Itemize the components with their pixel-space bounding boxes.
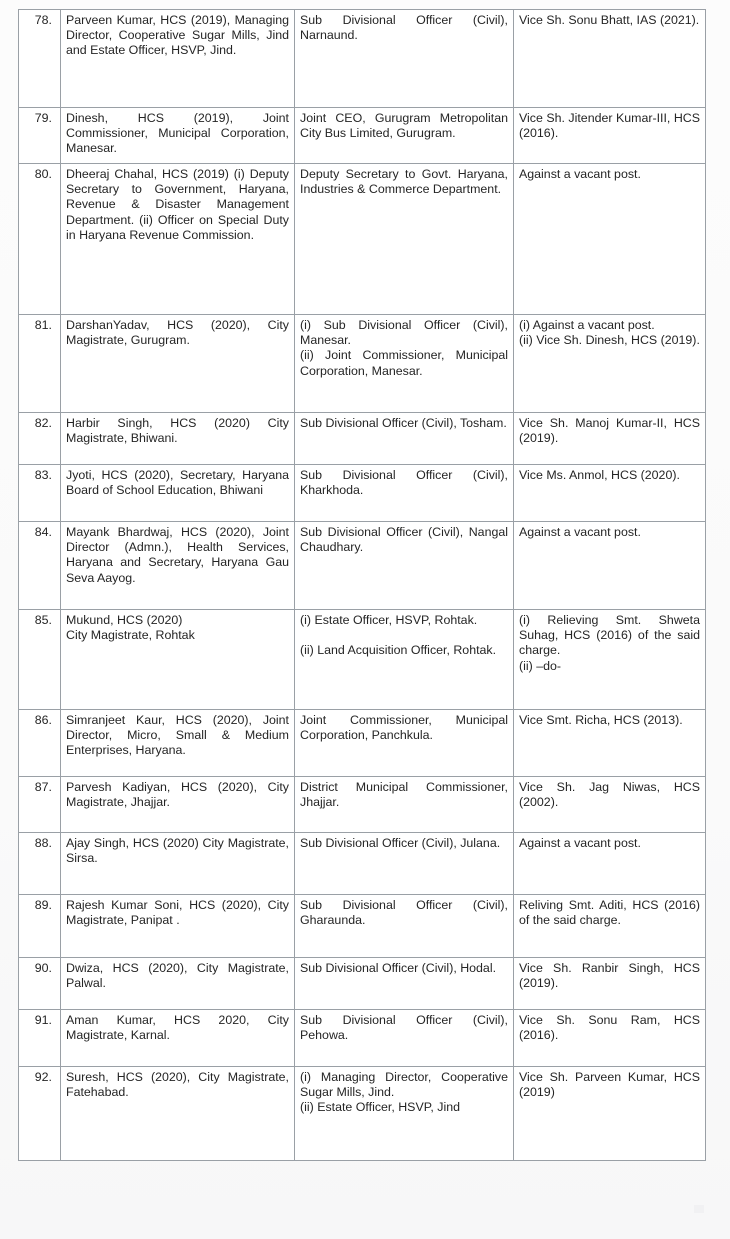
cell-posted-as-line: (i) Managing Director, Cooperative Sugar Mills, Jind. <box>300 1070 508 1100</box>
cell-posted-as-line: (ii) Estate Officer, HSVP, Jind <box>300 1100 460 1115</box>
cell-officer-name-line: Dinesh, HCS (2019), Joint Commissioner, Municipal Corporation, Manesar. <box>66 111 289 156</box>
cell-officer-name-line: Mayank Bhardwaj, HCS (2020), Joint Director (Admn.), Health Services, Haryana and Secretary, Haryana Gau Seva Aayog. <box>66 525 289 585</box>
cell-officer-name-line: Rajesh Kumar Soni, HCS (2020), City Magistrate, Panipat . <box>66 898 289 928</box>
cell-remarks-line: Vice Sh. Jitender Kumar-III, HCS (2016). <box>519 111 700 141</box>
table-row <box>19 833 706 895</box>
cell-posted-as <box>295 833 514 895</box>
table-row <box>19 164 706 315</box>
cell-remarks <box>514 315 706 413</box>
cell-officer-name-line: Jyoti, HCS (2020), Secretary, Haryana Board of School Education, Bhiwani <box>66 468 289 498</box>
cell-serial-number: 92. <box>19 1067 61 1161</box>
cell-remarks <box>514 465 706 522</box>
cell-posted-as <box>295 164 514 315</box>
cell-remarks-line: Vice Sh. Sonu Bhatt, IAS (2021). <box>519 13 700 27</box>
scan-artifact <box>694 1205 704 1213</box>
cell-posted-as-line: Deputy Secretary to Govt. Haryana, Industries & Commerce Department. <box>300 167 508 197</box>
cell-remarks-line: Vice Sh. Sonu Ram, HCS (2016). <box>519 1013 700 1043</box>
cell-serial-number: 82. <box>19 413 61 465</box>
cell-posted-as <box>295 777 514 833</box>
cell-posted-as <box>295 895 514 958</box>
cell-officer-name <box>61 833 295 895</box>
cell-posted-as-line: Sub Divisional Officer (Civil), Nangal Chaudhary. <box>300 525 508 555</box>
cell-remarks-line: (i) Relieving Smt. Shweta Suhag, HCS (2016) of the said charge. <box>519 613 700 658</box>
cell-remarks <box>514 10 706 108</box>
cell-posted-as-line: Joint Commissioner, Municipal Corporation, Panchkula. <box>300 713 508 743</box>
cell-posted-as <box>295 10 514 108</box>
cell-officer-name-line: Mukund, HCS (2020) <box>66 613 183 627</box>
cell-remarks <box>514 413 706 465</box>
cell-officer-name <box>61 610 295 710</box>
cell-officer-name <box>61 1010 295 1067</box>
table-row <box>19 1010 706 1067</box>
table-row <box>19 895 706 958</box>
cell-officer-name <box>61 958 295 1010</box>
cell-officer-name <box>61 465 295 522</box>
cell-posted-as-line: Sub Divisional Officer (Civil), Narnaund. <box>300 13 508 43</box>
cell-remarks-line: Vice Sh. Jag Niwas, HCS (2002). <box>519 780 700 810</box>
table-row <box>19 958 706 1010</box>
cell-officer-name-line: City Magistrate, Rohtak <box>66 628 195 643</box>
cell-officer-name-line: Suresh, HCS (2020), City Magistrate, Fatehabad. <box>66 1070 289 1100</box>
cell-posted-as <box>295 710 514 777</box>
cell-remarks-line: (ii) –do- <box>519 658 561 673</box>
cell-posted-as-line: (i) Estate Officer, HSVP, Rohtak. <box>300 613 478 627</box>
cell-officer-name-line: DarshanYadav, HCS (2020), City Magistrate, Gurugram. <box>66 318 289 348</box>
cell-posted-as-line: (ii) Land Acquisition Officer, Rohtak. <box>300 643 497 658</box>
cell-officer-name-line: Ajay Singh, HCS (2020) City Magistrate, Sirsa. <box>66 836 289 866</box>
cell-officer-name <box>61 108 295 164</box>
cell-remarks-line: Vice Sh. Parveen Kumar, HCS (2019) <box>519 1070 700 1100</box>
cell-remarks <box>514 1067 706 1161</box>
cell-remarks <box>514 777 706 833</box>
cell-posted-as-line: Sub Divisional Officer (Civil), Tosham. <box>300 416 507 430</box>
cell-officer-name <box>61 315 295 413</box>
cell-officer-name-line: Simranjeet Kaur, HCS (2020), Joint Director, Micro, Small & Medium Enterprises, Haryana. <box>66 713 289 758</box>
cell-serial-number: 90. <box>19 958 61 1010</box>
cell-posted-as <box>295 958 514 1010</box>
transfer-posting-table <box>18 9 706 1161</box>
cell-serial-number: 89. <box>19 895 61 958</box>
cell-posted-as <box>295 413 514 465</box>
cell-serial-number: 86. <box>19 710 61 777</box>
table-row <box>19 465 706 522</box>
cell-remarks <box>514 522 706 610</box>
cell-officer-name-line: Dwiza, HCS (2020), City Magistrate, Palwal. <box>66 961 289 991</box>
cell-remarks <box>514 958 706 1010</box>
cell-remarks-line: Against a vacant post. <box>519 525 641 539</box>
cell-officer-name <box>61 164 295 315</box>
cell-serial-number: 88. <box>19 833 61 895</box>
cell-posted-as-line: Sub Divisional Officer (Civil), Hodal. <box>300 961 497 975</box>
cell-officer-name-line: Parveen Kumar, HCS (2019), Managing Director, Cooperative Sugar Mills, Jind and Estate Officer, HSVP, Jind. <box>66 13 289 58</box>
table-row <box>19 413 706 465</box>
cell-remarks <box>514 108 706 164</box>
cell-posted-as-line: Sub Divisional Officer (Civil), Kharkhoda. <box>300 468 508 498</box>
cell-posted-as-line: Joint CEO, Gurugram Metropolitan City Bus Limited, Gurugram. <box>300 111 508 141</box>
cell-remarks <box>514 710 706 777</box>
cell-remarks-line: Against a vacant post. <box>519 167 641 181</box>
table-row <box>19 315 706 413</box>
cell-serial-number: 91. <box>19 1010 61 1067</box>
cell-officer-name <box>61 895 295 958</box>
cell-remarks-line: Vice Sh. Ranbir Singh, HCS (2019). <box>519 961 700 991</box>
cell-officer-name <box>61 413 295 465</box>
table-row <box>19 777 706 833</box>
cell-serial-number: 87. <box>19 777 61 833</box>
table-row <box>19 610 706 710</box>
cell-officer-name-line: Dheeraj Chahal, HCS (2019) (i) Deputy Secretary to Government, Haryana, Revenue & Disaster Management Department. (ii) Officer on Special Duty in Haryana Revenue Commission. <box>66 167 289 242</box>
cell-posted-as-line: (ii) Joint Commissioner, Municipal Corporation, Manesar. <box>300 348 508 378</box>
cell-officer-name <box>61 522 295 610</box>
cell-serial-number: 85. <box>19 610 61 710</box>
table-row <box>19 108 706 164</box>
cell-remarks <box>514 833 706 895</box>
cell-remarks <box>514 895 706 958</box>
cell-posted-as <box>295 1010 514 1067</box>
cell-officer-name <box>61 710 295 777</box>
cell-remarks <box>514 1010 706 1067</box>
cell-posted-as-line: Sub Divisional Officer (Civil), Julana. <box>300 836 501 850</box>
cell-posted-as <box>295 522 514 610</box>
cell-posted-as <box>295 610 514 710</box>
table-body <box>19 10 706 1161</box>
cell-serial-number: 78. <box>19 10 61 108</box>
cell-remarks-line: Against a vacant post. <box>519 836 641 850</box>
cell-officer-name <box>61 777 295 833</box>
cell-serial-number: 79. <box>19 108 61 164</box>
cell-remarks-line: (ii) Vice Sh. Dinesh, HCS (2019). <box>519 333 700 348</box>
cell-posted-as <box>295 1067 514 1161</box>
cell-remarks-line: Vice Sh. Manoj Kumar-II, HCS (2019). <box>519 416 700 446</box>
table-row <box>19 10 706 108</box>
cell-remarks-line: Vice Ms. Anmol, HCS (2020). <box>519 468 680 482</box>
cell-remarks <box>514 164 706 315</box>
table-row <box>19 522 706 610</box>
cell-serial-number: 84. <box>19 522 61 610</box>
cell-officer-name-line: Parvesh Kadiyan, HCS (2020), City Magistrate, Jhajjar. <box>66 780 289 810</box>
table-row <box>19 710 706 777</box>
cell-remarks <box>514 610 706 710</box>
cell-officer-name <box>61 1067 295 1161</box>
cell-posted-as <box>295 315 514 413</box>
cell-officer-name <box>61 10 295 108</box>
cell-posted-as-line: Sub Divisional Officer (Civil), Pehowa. <box>300 1013 508 1043</box>
cell-serial-number: 81. <box>19 315 61 413</box>
cell-remarks-line: Vice Smt. Richa, HCS (2013). <box>519 713 683 727</box>
table-row <box>19 1067 706 1161</box>
cell-posted-as-line: District Municipal Commissioner, Jhajjar. <box>300 780 508 810</box>
cell-posted-as <box>295 465 514 522</box>
cell-serial-number: 80. <box>19 164 61 315</box>
cell-posted-as-line: Sub Divisional Officer (Civil), Gharaunda. <box>300 898 508 928</box>
cell-remarks-line: Reliving Smt. Aditi, HCS (2016) of the said charge. <box>519 898 700 928</box>
cell-remarks-line: (i) Against a vacant post. <box>519 318 655 332</box>
cell-posted-as <box>295 108 514 164</box>
cell-officer-name-line: Harbir Singh, HCS (2020) City Magistrate, Bhiwani. <box>66 416 289 446</box>
cell-officer-name-line: Aman Kumar, HCS 2020, City Magistrate, Karnal. <box>66 1013 289 1043</box>
cell-serial-number: 83. <box>19 465 61 522</box>
cell-posted-as-line: (i) Sub Divisional Officer (Civil), Manesar. <box>300 318 508 348</box>
